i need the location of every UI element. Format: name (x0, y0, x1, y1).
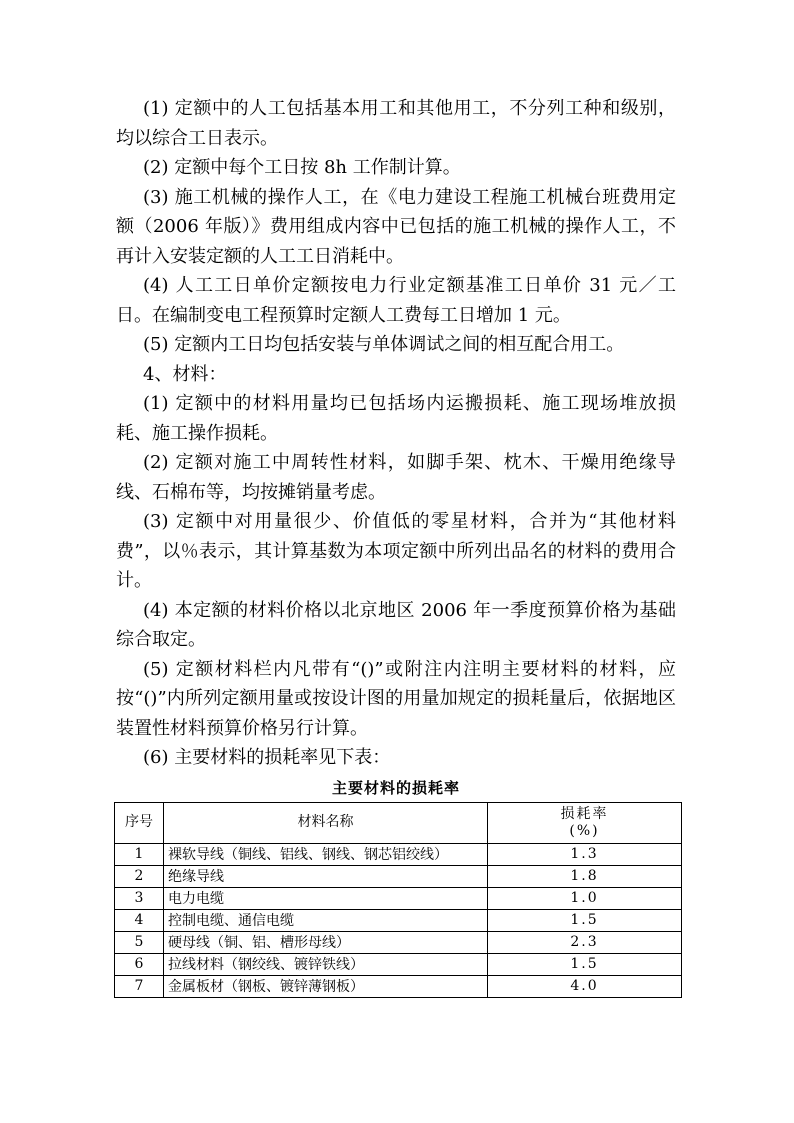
table-row (115, 843, 682, 865)
table-row (115, 865, 682, 887)
table-title: 主要材料的损耗率 (331, 778, 460, 797)
paragraph: (2) 定额中每个工日按 8h 工作制计算。 (143, 157, 461, 178)
cell-rate: 4.0 (488, 975, 682, 997)
cell-rate: 1.5 (488, 909, 682, 931)
cell-rate: 2.3 (488, 931, 682, 953)
paragraph: (5) 定额材料栏内凡带有“()”或附注内注明主要材料的材料，应按“()”内所列定额用量或按设计图的用量加规定的损耗量后，依据地区装置性材料预算价格另行计算。 (116, 658, 676, 739)
cell-no: 6 (115, 953, 164, 975)
cell-name: 拉线材料（钢绞线、镀锌铁线） (164, 953, 488, 975)
loss-rate-table (114, 802, 682, 998)
header-name: 材料名称 (164, 802, 488, 843)
paragraph: (4) 本定额的材料价格以北京地区 2006 年一季度预算价格为基础综合取定。 (116, 599, 676, 650)
cell-rate: 1.0 (488, 887, 682, 909)
paragraph: (3) 施工机械的操作人工，在《电力建设工程施工机械台班费用定额（2006 年版）》费用组成内容中已包括的施工机械的操作人工，不再计入安装定额的人工工日消耗中。 (116, 186, 676, 267)
header-rate (488, 802, 682, 843)
section-heading: 4、材料： (143, 363, 227, 385)
cell-name: 金属板材（钢板、镀锌薄钢板） (164, 975, 488, 997)
table-row (115, 953, 682, 975)
document-body (116, 94, 676, 998)
table-row (115, 909, 682, 931)
cell-rate: 1.5 (488, 953, 682, 975)
cell-name: 控制电缆、通信电缆 (164, 909, 488, 931)
cell-rate: 1.3 (488, 843, 682, 865)
paragraph: (6) 主要材料的损耗率见下表： (143, 747, 391, 768)
paragraph: (4) 人工工日单价定额按电力行业定额基准工日单价 31 元／工日。在编制变电工程预算时定额人工费每工日增加 1 元。 (116, 275, 676, 326)
cell-no: 5 (115, 931, 164, 953)
cell-no: 3 (115, 887, 164, 909)
table-row (115, 887, 682, 909)
cell-name: 硬母线（铜、铝、槽形母线） (164, 931, 488, 953)
cell-no: 4 (115, 909, 164, 931)
header-no: 序号 (115, 802, 164, 843)
cell-name: 绝缘导线 (164, 865, 488, 887)
paragraph: (1) 定额中的材料用量均已包括场内运搬损耗、施工现场堆放损耗、施工操作损耗。 (116, 393, 676, 444)
header-rate-line1: 损耗率 (560, 805, 609, 822)
cell-no: 1 (115, 843, 164, 865)
table-header-row (115, 802, 682, 843)
cell-name: 电力电缆 (164, 887, 488, 909)
paragraph: (1) 定额中的人工包括基本用工和其他用工，不分列工种和级别，均以综合工日表示。 (116, 98, 676, 149)
cell-rate: 1.8 (488, 865, 682, 887)
header-rate-line2: (%) (569, 822, 600, 839)
table-row (115, 931, 682, 953)
cell-name: 裸软导线（铜线、铝线、钢线、钢芯铝绞线） (164, 843, 488, 865)
cell-no: 7 (115, 975, 164, 997)
paragraph: (3) 定额中对用量很少、价值低的零星材料，合并为“其他材料费”，以％表示，其计算基数为本项定额中所列出品名的材料的费用合计。 (116, 511, 676, 591)
paragraph: (2) 定额对施工中周转性材料，如脚手架、枕木、干燥用绝缘导线、石棉布等，均按摊销量考虑。 (116, 452, 676, 503)
paragraph: (5) 定额内工日均包括安装与单体调试之间的相互配合用工。 (143, 334, 625, 355)
cell-no: 2 (115, 865, 164, 887)
table-row (115, 975, 682, 997)
